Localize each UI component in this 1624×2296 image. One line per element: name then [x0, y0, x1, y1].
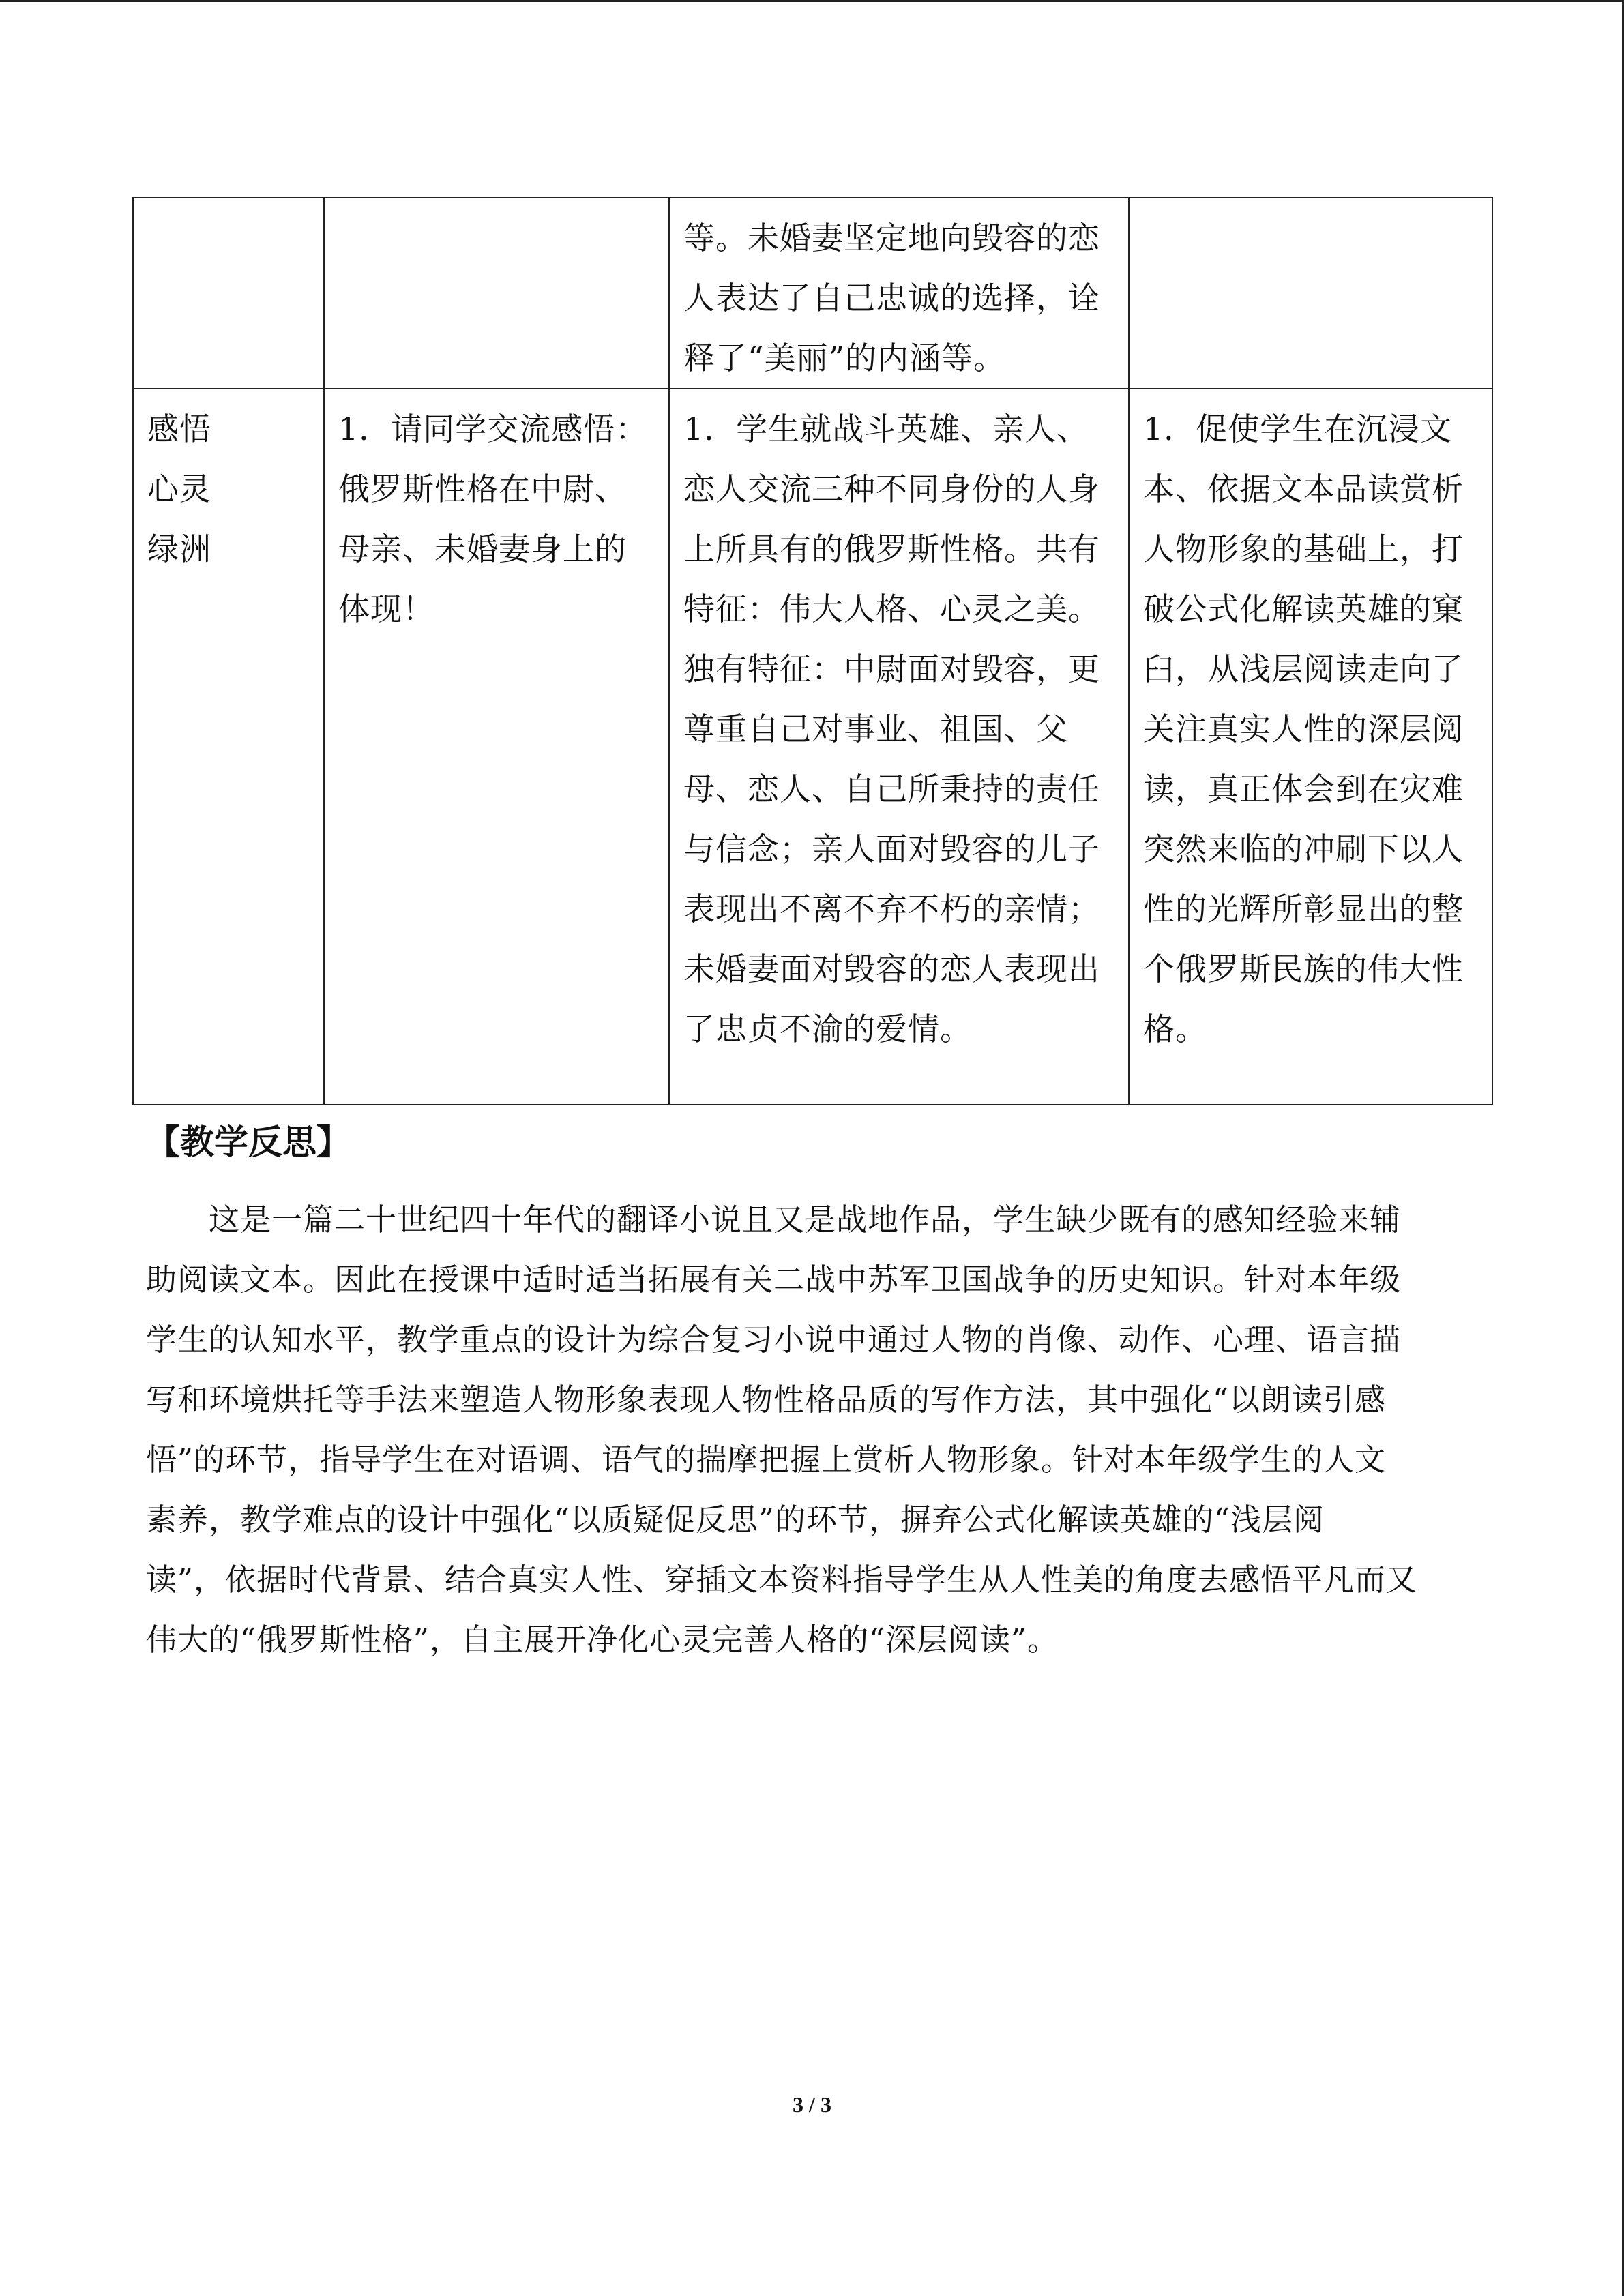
cell-text-line: 心灵 — [147, 471, 211, 507]
cell-text-line: 恋人交流三种不同身份的人身 — [683, 471, 1100, 507]
cell-r1-c1 — [133, 198, 324, 389]
page-top-border — [0, 0, 1624, 2]
page-number: 3 / 3 — [793, 2092, 831, 2117]
cell-text-line: 独有特征：中尉面对毁容，更 — [683, 651, 1100, 687]
cell-r1-c2 — [324, 198, 669, 389]
cell-text-line: 母、恋人、自己所秉持的责任 — [683, 771, 1100, 807]
paragraph-line: 写和环境烘托等手法来塑造人物形象表现人物性格品质的写作方法，其中强化“以朗读引感 — [146, 1382, 1387, 1418]
cell-student-activity — [669, 389, 1129, 1105]
paragraph-line: 学生的认知水平，教学重点的设计为综合复习小说中通过人物的肖像、动作、心理、语言描 — [146, 1322, 1402, 1358]
cell-text-line: 释了“美丽”的内涵等。 — [683, 340, 1006, 376]
cell-text-line: 关注真实人性的深层阅 — [1143, 711, 1464, 747]
cell-text-line: 上所具有的俄罗斯性格。共有 — [683, 531, 1100, 567]
cell-text-line: 1．促使学生在沉浸文 — [1143, 411, 1453, 447]
cell-text-line: 个俄罗斯民族的伟大性 — [1143, 951, 1464, 987]
cell-text-line: 本、依据文本品读赏析 — [1143, 471, 1464, 507]
lesson-table — [132, 197, 1493, 1105]
cell-section-title — [133, 389, 324, 1105]
reflection-paragraph — [146, 1190, 1503, 1670]
cell-text-line: 格。 — [1143, 1011, 1207, 1047]
cell-text-line: 俄罗斯性格在中尉、 — [338, 471, 627, 507]
cell-text-line: 读，真正体会到在灾难 — [1143, 771, 1464, 807]
cell-text-line: 人物形象的基础上，打 — [1143, 531, 1464, 567]
cell-text-line: 性的光辉所彰显出的整 — [1143, 891, 1464, 927]
cell-text-line: 突然来临的冲刷下以人 — [1143, 831, 1464, 867]
cell-text-line: 特征：伟大人格、心灵之美。 — [683, 591, 1100, 627]
cell-text-line: 表现出不离不弃不朽的亲情； — [683, 891, 1100, 927]
paragraph-line: 伟大的“俄罗斯性格”，自主展开净化心灵完善人格的“深层阅读”。 — [146, 1622, 1059, 1658]
cell-text-line: 1．学生就战斗英雄、亲人、 — [683, 411, 1089, 447]
paragraph-line: 悟”的环节，指导学生在对语调、语气的揣摩把握上赏析人物形象。针对本年级学生的人文 — [146, 1442, 1387, 1478]
cell-teacher-activity — [324, 389, 669, 1105]
cell-text-line: 破公式化解读英雄的窠 — [1143, 591, 1464, 627]
cell-text-line: 臼，从浅层阅读走向了 — [1143, 651, 1464, 687]
cell-text-line: 绿洲 — [147, 531, 211, 567]
table-row — [133, 198, 1492, 389]
cell-r1-c3 — [669, 198, 1129, 389]
paragraph-line: 素养，教学难点的设计中强化“以质疑促反思”的环节，摒弃公式化解读英雄的“浅层阅 — [146, 1502, 1325, 1538]
cell-text-line: 了忠贞不渝的爱情。 — [683, 1011, 972, 1047]
paragraph-line: 读”，依据时代背景、结合真实人性、穿插文本资料指导学生从人性美的角度去感悟平凡而又 — [146, 1562, 1418, 1598]
reflection-heading: 【教学反思】 — [146, 1122, 351, 1162]
cell-text-line: 1．请同学交流感悟： — [338, 411, 648, 447]
cell-text-line: 尊重自己对事业、祖国、父 — [683, 711, 1068, 747]
cell-r1-c4 — [1129, 198, 1492, 389]
cell-text-line: 等。未婚妻坚定地向毁容的恋 — [683, 220, 1100, 256]
cell-text-line: 感悟 — [147, 411, 211, 447]
table-row — [133, 389, 1492, 1105]
cell-text-line: 体现！ — [338, 591, 434, 627]
cell-text-line: 与信念；亲人面对毁容的儿子 — [683, 831, 1100, 867]
paragraph-line: 助阅读文本。因此在授课中适时适当拓展有关二战中苏军卫国战争的历史知识。针对本年级 — [146, 1262, 1402, 1298]
cell-text-line: 未婚妻面对毁容的恋人表现出 — [683, 951, 1100, 987]
cell-text-line: 人表达了自己忠诚的选择，诠 — [683, 280, 1100, 316]
paragraph-line: 这是一篇二十世纪四十年代的翻译小说且又是战地作品，学生缺少既有的感知经验来辅 — [146, 1202, 1402, 1238]
cell-design-intent — [1129, 389, 1492, 1105]
cell-text-line: 母亲、未婚妻身上的 — [338, 531, 627, 567]
